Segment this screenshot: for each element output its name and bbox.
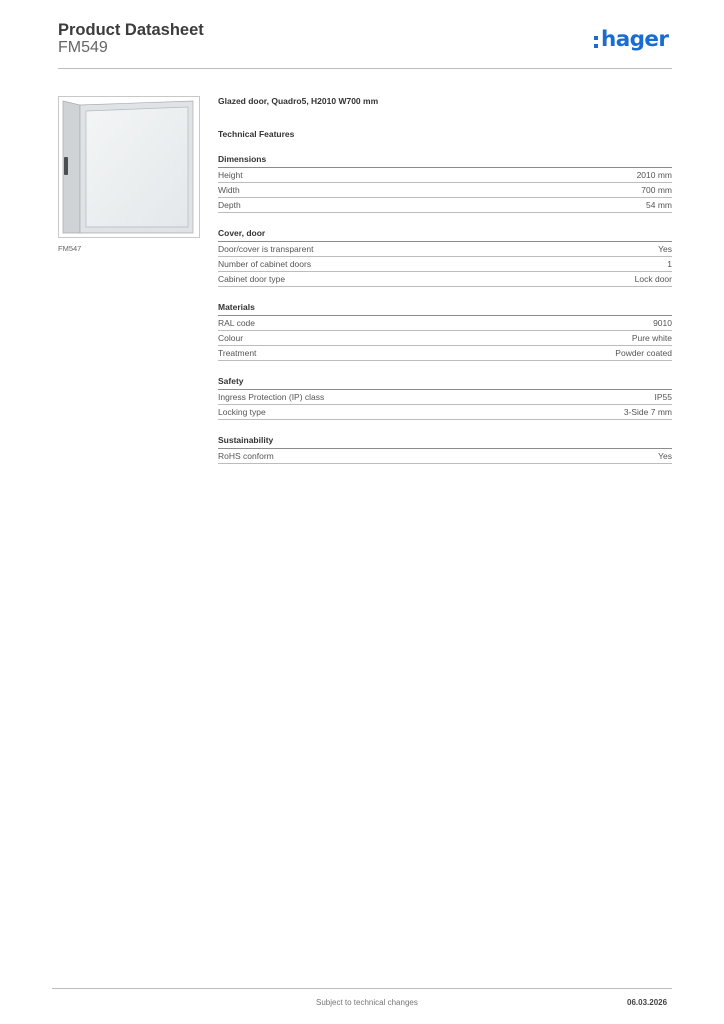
spec-label: RoHS conform	[218, 451, 274, 461]
section-title: Cover, door	[218, 228, 672, 242]
spec-value: Yes	[658, 451, 672, 461]
spec-value: Pure white	[631, 333, 672, 343]
spec-label: Ingress Protection (IP) class	[218, 392, 325, 402]
spec-row	[218, 316, 672, 331]
spec-value: 700 mm	[641, 185, 672, 195]
section-cover-door	[218, 228, 672, 287]
section-title: Dimensions	[218, 154, 672, 168]
product-code: FM549	[58, 39, 108, 56]
spec-label: Number of cabinet doors	[218, 259, 312, 269]
spec-value: 3-Side 7 mm	[623, 407, 672, 417]
spec-row	[218, 405, 672, 420]
spec-row	[218, 331, 672, 346]
spec-label: Colour	[218, 333, 244, 343]
spec-label: Height	[218, 170, 243, 180]
spec-row	[218, 346, 672, 361]
spec-row	[218, 449, 672, 464]
spec-value: 54 mm	[646, 200, 672, 210]
spec-value: 2010 mm	[636, 170, 672, 180]
spec-label: Locking type	[218, 407, 266, 417]
page-title: Product Datasheet	[58, 21, 204, 39]
spec-label: Depth	[218, 200, 241, 210]
product-image	[58, 96, 200, 238]
spec-label: Treatment	[218, 348, 257, 358]
specification-panel	[218, 90, 672, 464]
spec-value: Yes	[658, 244, 672, 254]
spec-row	[218, 272, 672, 287]
spec-label: Width	[218, 185, 240, 195]
spec-value: IP55	[654, 392, 672, 402]
spec-label: RAL code	[218, 318, 256, 328]
spec-value: 1	[667, 259, 672, 269]
section-title: Safety	[218, 376, 672, 390]
footer-note: Subject to technical changes	[316, 998, 418, 1007]
logo-text: hager	[601, 27, 669, 52]
spec-row	[218, 183, 672, 198]
spec-row	[218, 390, 672, 405]
section-sustainability	[218, 435, 672, 464]
section-materials	[218, 302, 672, 361]
glazed-door-illustration	[59, 97, 199, 237]
section-dimensions	[218, 154, 672, 213]
spec-label: Door/cover is transparent	[218, 244, 314, 254]
section-title: Materials	[218, 302, 672, 316]
product-name: Glazed door, Quadro5, H2010 W700 mm	[218, 96, 379, 106]
header-divider	[58, 68, 672, 69]
technical-features-heading: Technical Features	[218, 129, 295, 139]
image-caption: FM547	[58, 244, 82, 253]
footer-divider	[52, 988, 672, 989]
spec-row	[218, 257, 672, 272]
section-safety	[218, 376, 672, 420]
spec-value: Lock door	[634, 274, 672, 284]
spec-value: Powder coated	[615, 348, 672, 358]
logo-mark-icon	[594, 36, 598, 52]
footer-date: 06.03.2026	[627, 998, 668, 1007]
spec-row	[218, 198, 672, 213]
spec-row	[218, 242, 672, 257]
spec-value: 9010	[653, 318, 672, 328]
section-title: Sustainability	[218, 435, 672, 449]
spec-label: Cabinet door type	[218, 274, 286, 284]
spec-row	[218, 168, 672, 183]
